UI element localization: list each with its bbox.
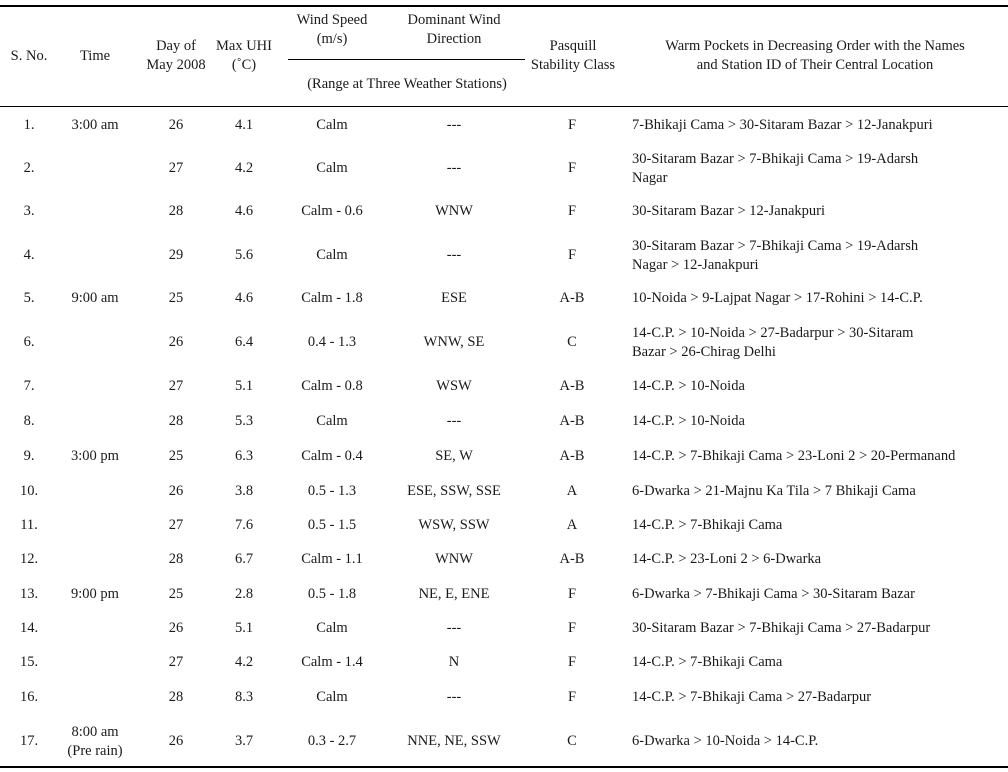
cell-uhi: 4.2: [234, 160, 254, 176]
cell-pas: F: [567, 654, 577, 670]
header-wind-line2: (m/s): [316, 31, 348, 47]
header-time: Time: [79, 48, 111, 64]
cell-wind: Calm: [316, 117, 348, 133]
cell-dir: ---: [446, 413, 462, 429]
cell-sno: 2.: [23, 160, 35, 176]
cell-pas: F: [567, 689, 577, 705]
cell-pas: F: [567, 117, 577, 133]
cell-time: 3:00 am: [71, 117, 119, 133]
header-wind-line1: Wind Speed: [296, 12, 368, 28]
header-bottom-rule: [0, 106, 1008, 107]
cell-uhi: 6.7: [234, 551, 254, 567]
cell-pas: F: [567, 620, 577, 636]
cell-day: 27: [168, 654, 184, 670]
cell-wind: Calm - 1.8: [301, 290, 363, 306]
cell-day: 25: [168, 586, 184, 602]
cell-sno: 13.: [19, 586, 39, 602]
cell-wind: Calm: [316, 413, 348, 429]
header-warm-line1: Warm Pockets in Decreasing Order with the Names: [665, 38, 965, 54]
cell-dir: WSW: [436, 378, 472, 394]
cell-sno: 17.: [19, 733, 39, 749]
cell-sno: 8.: [23, 413, 35, 429]
cell-wind: Calm: [316, 160, 348, 176]
cell-day: 28: [168, 203, 184, 219]
cell-warm-pockets: 14-C.P. > 7-Bhikaji Cama > 27-Badarpur: [632, 689, 872, 705]
cell-dir: ESE, SSW, SSE: [407, 483, 501, 499]
cell-day: 28: [168, 551, 184, 567]
header-max-uhi: [212, 37, 276, 75]
cell-sno: 16.: [19, 689, 39, 705]
bottom-rule: [0, 766, 1008, 768]
cell-uhi: 3.8: [234, 483, 254, 499]
cell-time: 9:00 am: [71, 290, 119, 306]
cell-dir: SE, W: [435, 448, 473, 464]
cell-warm-pockets: [632, 150, 1008, 188]
header-wind-speed: [282, 11, 382, 49]
cell-warm-pockets: 14-C.P. > 7-Bhikaji Cama: [632, 654, 783, 670]
cell-sno: 10.: [19, 483, 39, 499]
cell-pas: A-B: [559, 551, 585, 567]
header-dir-line2: Direction: [426, 31, 482, 47]
cell-sno: 11.: [20, 517, 38, 533]
cell-day: 27: [168, 517, 184, 533]
cell-pas: F: [567, 160, 577, 176]
cell-warm-line2: Nagar > 12-Janakpuri: [632, 257, 759, 273]
cell-wind: 0.5 - 1.8: [307, 586, 357, 602]
cell-day: 26: [168, 117, 184, 133]
cell-uhi: 8.3: [234, 689, 254, 705]
cell-wind: Calm: [316, 689, 348, 705]
cell-warm-pockets: 30-Sitaram Bazar > 7-Bhikaji Cama > 27-Badarpur: [632, 620, 931, 636]
cell-pas: A-B: [559, 290, 585, 306]
cell-sno: 12.: [19, 551, 39, 567]
cell-warm-pockets: 6-Dwarka > 10-Noida > 14-C.P.: [632, 733, 819, 749]
cell-warm-pockets: 14-C.P. > 7-Bhikaji Cama: [632, 517, 783, 533]
cell-warm-pockets: [632, 237, 1008, 275]
cell-uhi: 4.1: [234, 117, 254, 133]
cell-warm-pockets: 6-Dwarka > 7-Bhikaji Cama > 30-Sitaram Bazar: [632, 586, 915, 602]
cell-warm-line1: 14-C.P. > 10-Noida > 27-Badarpur > 30-Sitaram: [632, 325, 914, 341]
cell-day: 26: [168, 733, 184, 749]
cell-warm-pockets: 14-C.P. > 23-Loni 2 > 6-Dwarka: [632, 551, 822, 567]
header-pas-line2: Stability Class: [530, 57, 616, 73]
cell-warm-line2: Nagar: [632, 170, 668, 186]
header-range: (Range at Three Weather Stations): [307, 76, 507, 92]
cell-uhi: 4.2: [234, 654, 254, 670]
cell-dir: WSW, SSW: [418, 517, 490, 533]
cell-wind: Calm - 1.4: [301, 654, 363, 670]
cell-warm-pockets: 30-Sitaram Bazar > 12-Janakpuri: [632, 203, 825, 219]
cell-wind: Calm: [316, 247, 348, 263]
cell-pas: A-B: [559, 413, 585, 429]
cell-dir: ESE: [441, 290, 467, 306]
cell-wind: Calm - 1.1: [301, 551, 363, 567]
cell-warm-pockets: 14-C.P. > 7-Bhikaji Cama > 23-Loni 2 > 20-Permanand: [632, 448, 956, 464]
top-rule: [0, 5, 1008, 7]
cell-warm-line2: Bazar > 26-Chirag Delhi: [632, 344, 776, 360]
header-dir-line1: Dominant Wind: [407, 12, 501, 28]
cell-uhi: 3.7: [234, 733, 254, 749]
cell-warm-pockets: 7-Bhikaji Cama > 30-Sitaram Bazar > 12-Janakpuri: [632, 117, 933, 133]
cell-warm-pockets: 6-Dwarka > 21-Majnu Ka Tila > 7 Bhikaji Cama: [632, 483, 916, 499]
cell-day: 28: [168, 413, 184, 429]
cell-uhi: 5.6: [234, 247, 254, 263]
cell-dir: ---: [446, 247, 462, 263]
cell-uhi: 5.3: [234, 413, 254, 429]
cell-pas: A: [566, 517, 578, 533]
cell-wind: 0.5 - 1.3: [307, 483, 357, 499]
cell-day: 28: [168, 689, 184, 705]
cell-warm-line1: 30-Sitaram Bazar > 7-Bhikaji Cama > 19-Adarsh: [632, 238, 919, 254]
cell-day: 26: [168, 620, 184, 636]
cell-warm-pockets: 14-C.P. > 10-Noida: [632, 378, 745, 394]
cell-pas: A-B: [559, 378, 585, 394]
cell-uhi: 2.8: [234, 586, 254, 602]
cell-day: 27: [168, 160, 184, 176]
cell-uhi: 4.6: [234, 290, 254, 306]
cell-sno: 3.: [23, 203, 35, 219]
cell-dir: WNW: [435, 203, 473, 219]
cell-uhi: 5.1: [234, 378, 254, 394]
cell-warm-pockets: 10-Noida > 9-Lajpat Nagar > 17-Rohini > 14-C.P.: [632, 290, 923, 306]
cell-sno: 5.: [23, 290, 35, 306]
cell-sno: 7.: [23, 378, 35, 394]
cell-pas: A-B: [559, 448, 585, 464]
cell-dir: WNW: [435, 551, 473, 567]
cell-day: 27: [168, 378, 184, 394]
cell-uhi: 7.6: [234, 517, 254, 533]
cell-dir: ---: [446, 117, 462, 133]
cell-dir: ---: [446, 160, 462, 176]
cell-day: 29: [168, 247, 184, 263]
cell-dir: NNE, NE, SSW: [407, 733, 501, 749]
cell-wind: 0.5 - 1.5: [307, 517, 357, 533]
cell-day: 26: [168, 334, 184, 350]
cell-sno: 14.: [19, 620, 39, 636]
cell-day: 25: [168, 448, 184, 464]
cell-pas: F: [567, 247, 577, 263]
cell-pas: F: [567, 586, 577, 602]
cell-sno: 4.: [23, 247, 35, 263]
cell-day: 25: [168, 290, 184, 306]
header-warm-line2: and Station ID of Their Central Location: [696, 57, 934, 73]
cell-dir: WNW, SE: [423, 334, 485, 350]
cell-dir: N: [448, 654, 460, 670]
wind-header-underline: [288, 59, 525, 60]
header-uhi-line1: Max UHI: [216, 38, 272, 54]
cell-uhi: 6.4: [234, 334, 254, 350]
cell-wind: Calm: [316, 620, 348, 636]
cell-dir: ---: [446, 620, 462, 636]
cell-day: 26: [168, 483, 184, 499]
cell-sno: 6.: [23, 334, 35, 350]
cell-pas: C: [567, 334, 577, 350]
cell-uhi: 4.6: [234, 203, 254, 219]
cell-time-line1: 8:00 am: [71, 724, 119, 740]
cell-dir: ---: [446, 689, 462, 705]
cell-warm-pockets: 14-C.P. > 10-Noida: [632, 413, 745, 429]
cell-pas: A: [566, 483, 578, 499]
header-wind-direction: [382, 11, 526, 49]
cell-wind: Calm - 0.6: [301, 203, 363, 219]
header-uhi-line2: (˚C): [231, 57, 257, 73]
cell-warm-pockets: [632, 324, 1008, 362]
cell-uhi: 5.1: [234, 620, 254, 636]
cell-wind: 0.3 - 2.7: [307, 733, 357, 749]
cell-wind: 0.4 - 1.3: [307, 334, 357, 350]
cell-time: [58, 723, 132, 761]
header-day: [142, 37, 210, 75]
cell-uhi: 6.3: [234, 448, 254, 464]
cell-pas: F: [567, 203, 577, 219]
cell-wind: Calm - 0.8: [301, 378, 363, 394]
cell-time: 3:00 pm: [71, 448, 119, 464]
header-day-line1: Day of: [156, 38, 196, 54]
header-warm-pockets: [622, 37, 1008, 75]
cell-pas: C: [567, 733, 577, 749]
cell-wind: Calm - 0.4: [301, 448, 363, 464]
cell-time-line2: (Pre rain): [67, 743, 123, 759]
cell-time: 9:00 pm: [71, 586, 119, 602]
cell-warm-line1: 30-Sitaram Bazar > 7-Bhikaji Cama > 19-Adarsh: [632, 151, 919, 167]
header-pas-line1: Pasquill: [549, 38, 597, 54]
cell-dir: NE, E, ENE: [418, 586, 490, 602]
cell-sno: 1.: [23, 117, 35, 133]
header-pasquill: [528, 37, 618, 75]
header-day-line2: May 2008: [146, 57, 206, 73]
cell-sno: 9.: [23, 448, 35, 464]
header-sno: S. No.: [10, 48, 48, 64]
cell-sno: 15.: [19, 654, 39, 670]
